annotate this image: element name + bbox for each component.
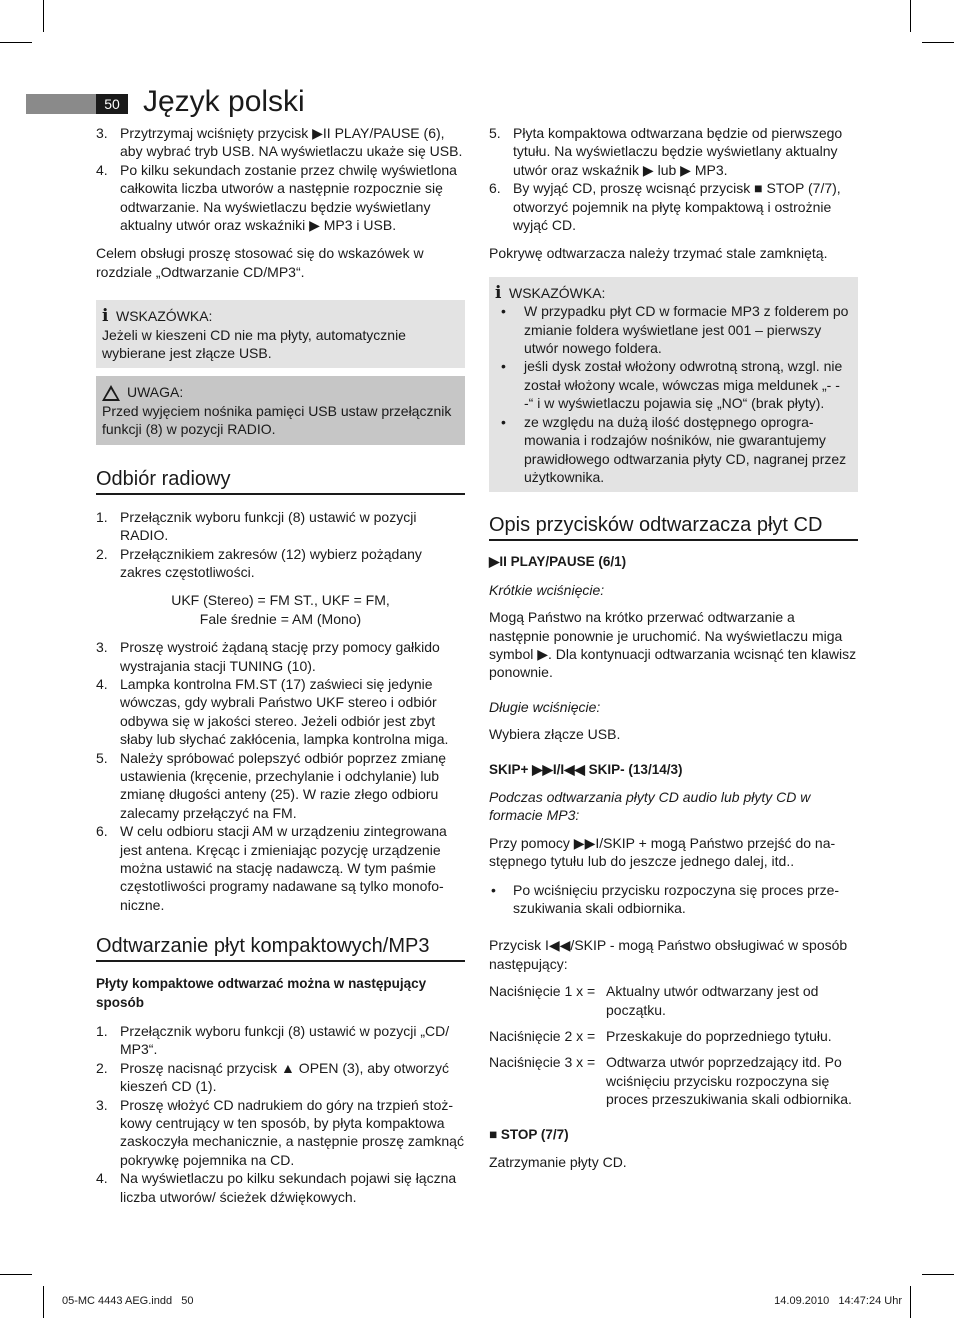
crop-mark [43,0,44,32]
crop-mark [0,1274,32,1275]
footer-timestamp: 14.09.2010 14:47:24 Uhr [774,1295,902,1307]
section-heading-radio: Odbiór radiowy [96,467,465,495]
warning-triangle-icon [102,385,120,401]
cd-steps-list [96,1022,465,1206]
list-item: 2. Proszę nacisnąć przycisk ▲ OPEN (3), aby otworzyć kieszeń CD (1). [96,1059,449,1095]
page-title: Język polski [143,85,305,118]
skip-bullets [489,881,858,918]
section-heading-cd: Odtwarzanie płyt kompaktowych/MP3 [96,934,465,962]
list-item: • jeśli dysk został włożony odwrotną stroną, wzgl. nie został włożony wcale, wówczas miga meldunek „- - -“ i w wyświetlaczu pojawia się „NO“ (brak płyty). [501,358,843,412]
list-item: 4. Lampka kontrolna FM.ST (17) zaświeci się jedynie wówczas, gdy wybrali Państwo UKF stereo i odbiór odbywa się w jakości stereo. Jeżeli odbiór jest zbyt słaby lub słychać zakłócenia, lampka kontrolna miga. [96,675,449,748]
list-item: 3. Proszę włożyć CD nadrukiem do góry na trzpień stożkowy centrujący w ten sposób, by płyta kompaktowa zaskoczyła mechanicznie, a następnie proszę zamknąć pokrywkę pojemnika na CD. [96,1096,464,1168]
left-column [96,124,465,1206]
section-heading-buttons: Opis przycisków odtwarzacza płyt CD [489,513,858,541]
right-column [489,124,858,1171]
play-pause-title: ▶II PLAY/PAUSE (6/1) [489,554,627,570]
list-item: • ze względu na dużą ilość dostępnego oprogramowania i rodzajów nośników, nie gwarantujemy prawidłowego odtwarzania płyty CD, nagranej przez użytkownika. [501,413,847,485]
list-item: 5. Płyta kompaktowa odtwarzana będzie od pierwszego tytułu. Na wyświetlaczu będzie wyświetlany aktualny utwór oraz wskaźnik ▶ lub ▶ MP3. [489,125,843,178]
warning-box [96,376,465,444]
info-icon: i [102,306,109,327]
paragraph: Celem obsługi proszę stosować się do wskazówek w rozdziale „Odtwarzanie CD/MP3“. [96,245,424,280]
note-bullets [495,302,851,486]
press-table [489,982,858,1108]
crop-mark [43,1286,44,1318]
list-item: • Po wciśnięciu przycisku rozpoczyna się proces przeszukiwania skali odbiornika. [491,881,840,916]
list-item: 3. Przytrzymaj wciśnięty przycisk ▶II PLAY/PAUSE (6), aby wybrać tryb USB. NA wyświetlaczu ukaże się USB. [96,125,463,160]
list-item: • W przypadku płyt CD w formacie MP3 z folderem po zmianie foldera wyświetlane jest 001 – pierwszy utwór nowego foldera. [501,303,849,357]
press-row: Naciśnięcie 2 x = Przeskakuje do poprzedniego tytułu. [489,1028,832,1045]
skip-italic: Podczas odtwarzania płyty CD audio lub płyty CD w formacie MP3: [489,788,811,824]
list-item: 5. Należy spróbować polepszyć odbiór poprzez zmianę ustawienia (kręcenie, przechylanie i odchylanie) lub zmianę długości anteny (25). W razie złego odbioru zalecamy przełączyć na FM. [96,749,447,821]
crop-mark [0,42,32,43]
press-row: Naciśnięcie 1 x = Aktualny utwór odtwarzany jest od początku. [489,983,819,1018]
usb-steps-list [96,124,465,234]
warning-text: Przed wyjęciem nośnika pamięci USB ustaw przełącznik funkcji (8) w pozycji RADIO. [102,402,452,438]
long-press-label: Długie wciśnięcie: [489,698,601,715]
list-item: 3. Proszę wystroić żądaną stację przy pomocy gałkido wystrajania stacji TUNING (10). [96,639,440,674]
paragraph: Przycisk I◀◀/SKIP - mogą Państwo obsługiwać w sposób następujący: [489,937,848,972]
list-item: 6. By wyjąć CD, proszę wcisnąć przycisk ■ STOP (7/7), otworzyć pojemnik na płytę kompaktową i ostrożnie wyjąć CD. [489,180,841,234]
band-info-line: UKF (Stereo) = FM ST., UKF = FM, [171,592,390,609]
page-number: 50 [96,94,128,114]
paragraph: Pokrywę odtwarzacza należy trzymać stale zamkniętą. [489,245,828,262]
paragraph: Przy pomocy ▶▶I/SKIP + mogą Państwo przejść do następnego tytułu lub do jeszcze jednego dalej, itd.. [489,834,836,870]
press-row: Naciśnięcie 3 x = Odtwarza utwór poprzedzający itd. Po wciśnięciu przycisku rozpoczyna się proces przeszukiwania skali odbiornika. [489,1054,852,1108]
cd-subheading: Płyty kompaktowe odtwarzać można w następujący sposób [96,976,427,1010]
crop-mark [910,1286,911,1318]
paragraph: Mogą Państwo na krótko przerwać odtwarzanie a następnie ponownie je uruchomić. Na wyświetlaczu miga symbol ▶. Dla kontynuacji odtwarzania wcisnąć ten klawisz ponownie. [489,609,857,681]
list-item: 4. Na wyświetlaczu po kilku sekundach pojawi się łączna liczba utworów/ ścieżek dźwiękowych. [96,1170,457,1205]
list-item: 1. Przełącznik wyboru funkcji (8) ustawić w pozycji RADIO. [96,508,417,544]
info-icon: i [495,283,502,304]
radio-steps-list [96,508,465,582]
paragraph: Zatrzymanie płyty CD. [489,1154,627,1171]
skip-title: SKIP+ ▶▶I/I◀◀ SKIP- (13/14/3) [489,761,683,777]
cd-steps-list [489,124,858,234]
crop-mark [910,0,911,32]
paragraph: Wybiera złącze USB. [489,726,621,743]
stop-title: ■ STOP (7/7) [489,1126,569,1142]
short-press-label: Krótkie wciśnięcie: [489,581,605,598]
warning-title: UWAGA: [127,384,184,401]
list-item: 1. Przełącznik wyboru funkcji (8) ustawić w pozycji „CD/ MP3“. [96,1023,450,1058]
list-item: 6. W celu odbioru stacji AM w urządzeniu zintegrowana jest antena. Kręcąc i zmieniając pozycję urządzenie można ustawić na stację nadawczą. W tym paśmie częstotliwości programy nadawane są tylko monofoniczne. [96,823,447,913]
list-item: 4. Po kilku sekundach zostanie przez chwilę wyświetlona całkowita liczba utworów a następnie rozpocznie się odtwarzanie. Na wyświetlaczu będzie wyświetlany aktualny utwór oraz wskaźniki ▶ MP3 i USB. [96,161,457,234]
footer-file: 05-MC 4443 AEG.indd 50 [62,1295,194,1307]
note-box [96,300,465,368]
note-title: WSKAZÓWKA: [509,284,606,301]
note-title: WSKAZÓWKA: [116,308,213,325]
crop-mark [922,1274,954,1275]
note-box [489,277,858,492]
list-item: 2. Przełącznikiem zakresów (12) wybierz pożądany zakres częstotliwości. [96,545,422,580]
crop-mark [922,42,954,43]
note-text: Jeżeli w kieszeni CD nie ma płyty, automatycznie wybierane jest złącze USB. [102,326,406,362]
band-info-line: Fale średnie = AM (Mono) [199,610,362,627]
radio-steps-list [96,638,465,914]
